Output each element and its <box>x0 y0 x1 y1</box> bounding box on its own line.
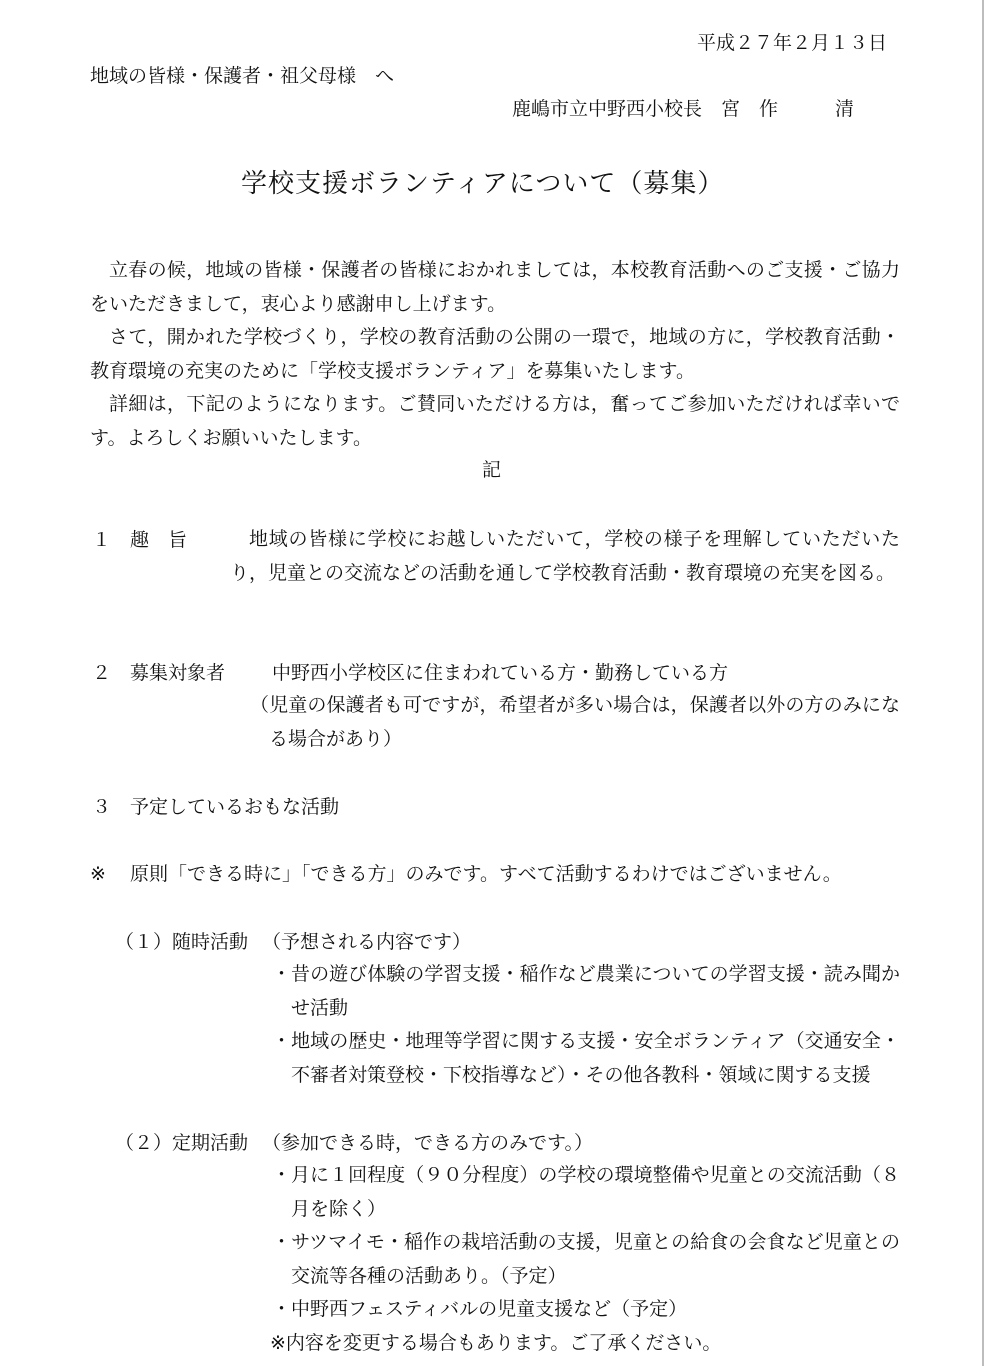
section-1-number: １ <box>92 529 112 551</box>
activity-2-bullet: ・サツマイモ・稲作の栽培活動の支援，児童との給食の会食など児童との交流等各種の活動あり。（予定） <box>272 1231 900 1287</box>
intro-paragraph-3: 詳細は，下記のようになります。ご賛同いただける方は，奮ってご参加いただければ幸いです。よろしくお願いいたします。 <box>90 393 900 449</box>
activity-1-note: （予想される内容です） <box>262 931 472 953</box>
intro-paragraph-1: 立春の候，地域の皆様・保護者の皆様におかれましては，本校教育活動へのご支援・ご協力をいただきまして，衷心より感謝申し上げます。 <box>90 259 900 315</box>
section-1-heading: 趣 旨 <box>130 529 188 551</box>
activity-2-note: （参加できる時，できる方のみです。） <box>262 1132 593 1154</box>
sender: 鹿嶋市立中野西小校長 宮 作 清 <box>512 98 855 120</box>
section-2-line: 中野西小学校区に住まわれている方・勤務している方 <box>272 662 729 684</box>
page-edge <box>982 0 996 1366</box>
activity-1-bullet: ・地域の歴史・地理等学習に関する支援・安全ボランティア（交通安全・不審者対策登校・下校指導など）・その他各教科・領域に関する支援 <box>272 1030 900 1086</box>
activity-2-bullet: ・月に１回程度（９０分程度）の学校の環境整備や児童との交流活動（８月を除く） <box>272 1164 900 1220</box>
date: 平成２７年２月１３日 <box>697 32 888 54</box>
intro-paragraph-2: さて，開かれた学校づくり，学校の教育活動の公開の一環で，地域の方に，学校教育活動・教育環境の充実のために「学校支援ボランティア」を募集いたします。 <box>90 326 900 382</box>
section-2-note: （児童の保護者も可ですが，希望者が多い場合は，保護者以外の方のみになる場合があり） <box>250 694 900 750</box>
section-2-heading: 募集対象者 <box>130 662 226 684</box>
activity-1-label: （１）随時活動 <box>115 931 249 953</box>
activity-2-label: （２）定期活動 <box>115 1132 249 1154</box>
activity-1-bullet: ・昔の遊び体験の学習支援・稲作など農業についての学習支援・読み聞かせ活動 <box>272 963 900 1019</box>
section-3-number: ３ <box>92 796 112 818</box>
notice-mark: ※ <box>90 863 106 885</box>
section-2-number: ２ <box>92 662 112 684</box>
section-1-text: 地域の皆様に学校にお越しいただいて，学校の様子を理解していただいたり，児童との交流などの活動を通して学校教育活動・教育環境の充実を図る。 <box>230 528 900 584</box>
section-3-heading: 予定しているおもな活動 <box>130 796 340 818</box>
activity-2-bullet: ・中野西フェスティバルの児童支援など（予定） <box>272 1298 688 1320</box>
ki-label: 記 <box>482 459 502 481</box>
addressee: 地域の皆様・保護者・祖父母様 へ <box>90 65 395 87</box>
page-title: 学校支援ボランティアについて（募集） <box>241 169 725 199</box>
notice-text: 原則「できる時に」「できる方」のみです。すべて活動するわけではございません。 <box>130 863 842 885</box>
activity-2-footnote: ※内容を変更する場合もあります。ご了承ください。 <box>270 1332 722 1354</box>
